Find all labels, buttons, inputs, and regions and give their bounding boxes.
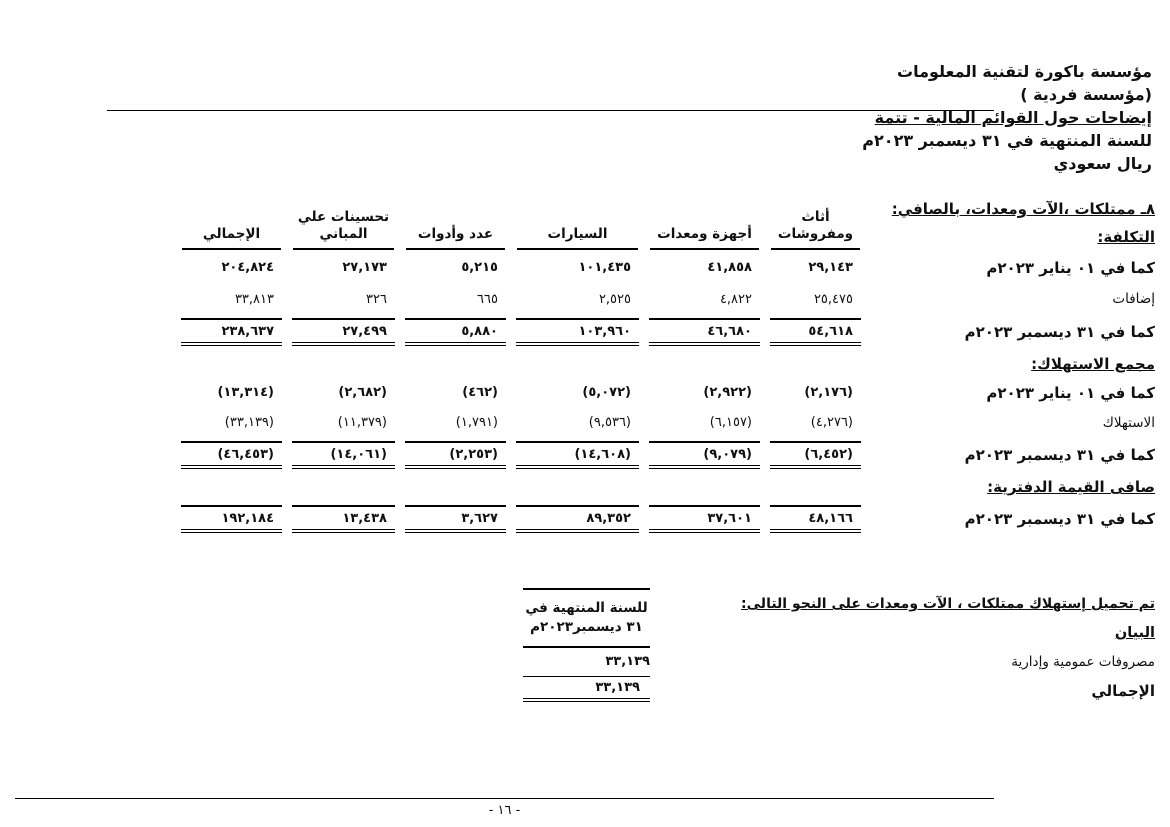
header-divider-rule	[107, 110, 994, 111]
cell-total-value: (٩,٠٧٩)	[703, 446, 752, 462]
double-rule	[292, 465, 395, 470]
section-title: ٨ـ ممتلكات ،الآت ومعدات، بالصافي:	[891, 200, 1155, 218]
entity-type: (مؤسسة فردية )	[1020, 85, 1152, 104]
double-rule	[516, 465, 639, 470]
row-cost-closing	[176, 314, 1155, 350]
column-header-furniture: أثاث ومفروشات	[771, 194, 860, 250]
double-rule	[292, 342, 395, 347]
cell-total-value: ٣,٦٢٧	[461, 510, 498, 526]
row-label: كما في ٠١ يناير ٢٠٢٣م	[986, 258, 1155, 277]
cell-total-value: (٤٦,٤٥٣)	[217, 446, 274, 462]
cell-value: (٣٣,١٣٩)	[224, 415, 274, 430]
cell-value: ٢٠٤,٨٢٤	[221, 260, 274, 275]
cost-group-label: التكلفة:	[1097, 228, 1155, 246]
row-dep-opening	[176, 377, 1155, 408]
document-header	[862, 60, 1152, 175]
cell-value: (٢,٦٨٢)	[338, 385, 387, 400]
column-header-tools: عدد وأدوات	[406, 194, 505, 250]
row-nbv-group	[176, 473, 1155, 501]
cell-total-value: ١٠٣,٩٦٠	[578, 323, 631, 339]
allocation-table	[176, 588, 1155, 706]
cell-value: ٢,٥٢٥	[598, 291, 631, 307]
cell-total-value: (١٤,٦٠٨)	[574, 446, 631, 462]
cell-value: (٤٦٢)	[462, 385, 498, 400]
cell-value: (٩,٥٣٦)	[588, 415, 631, 430]
cell-value: (١٣,٣١٤)	[217, 385, 274, 400]
double-rule	[770, 465, 861, 470]
row-nbv-closing	[176, 501, 1155, 537]
column-header-improvements: تحسينات علي المباني	[293, 194, 394, 250]
double-rule	[516, 342, 639, 347]
row-label: كما في ٠١ يناير ٢٠٢٣م	[986, 383, 1155, 402]
spacer-cell	[176, 589, 523, 706]
double-rule	[770, 342, 861, 347]
cell-total-value: (٢,٢٥٣)	[449, 446, 498, 462]
row-label: كما في ٣١ ديسمبر ٢٠٢٣م	[964, 446, 1155, 464]
ppe-table	[176, 193, 1155, 537]
column-header-total: الإجمالي	[182, 194, 281, 250]
double-rule	[405, 465, 506, 470]
nbv-group-label: صافى القيمة الدفترية:	[987, 478, 1155, 496]
column-header-equipment: أجهزة ومعدات	[650, 194, 759, 250]
cell-value: (٢,١٧٦)	[804, 385, 853, 400]
row-label: إضافات	[1112, 291, 1155, 307]
cell-value: (٦,١٥٧)	[709, 415, 752, 430]
depreciation-group-label: مجمع الاستهلاك:	[1031, 354, 1155, 373]
double-rule	[405, 342, 506, 347]
row-label: كما في ٣١ ديسمبر ٢٠٢٣م	[964, 323, 1155, 341]
currency-line: ريال سعودي	[1053, 154, 1152, 173]
cell-total-value: ٢٣٨,٦٣٧	[221, 323, 274, 339]
cell-total-value: ٤٦,٦٨٠	[707, 323, 752, 339]
row-cost-opening	[176, 251, 1155, 284]
cell-total-value: ١٣,٤٣٨	[342, 510, 387, 526]
cell-value: ٣٢٦	[366, 291, 387, 307]
company-name: مؤسسة باكورة لتقنية المعلومات	[897, 62, 1152, 81]
row-label: مصروفات عمومية وإدارية	[1011, 653, 1155, 670]
double-rule	[523, 698, 650, 703]
double-rule	[649, 465, 760, 470]
cell-value: ٢٥,٤٧٥	[813, 291, 853, 307]
row-dep-closing	[176, 437, 1155, 473]
row-depreciation-group	[176, 350, 1155, 377]
table-header-row	[176, 193, 1155, 251]
cell-total-value: ٣٣,١٣٩	[595, 679, 640, 695]
double-rule	[292, 529, 395, 534]
cell-value: ٥,٢١٥	[461, 260, 498, 275]
cell-total-value: ١٩٢,١٨٤	[221, 510, 274, 526]
notes-title: إيضاحات حول القوائم المالية - تتمة	[874, 108, 1152, 127]
double-rule	[181, 465, 282, 470]
allocation-title: تم تحميل إستهلاك ممتلكات ، الآت ومعدات على النحو التالى:	[741, 596, 1155, 612]
cell-value: ٣٣,٨١٣	[234, 291, 274, 307]
allocation-title-row	[176, 589, 1155, 619]
allocation-period-header-line1: للسنة المنتهية في	[525, 600, 648, 616]
cell-value: (١,٧٩١)	[455, 415, 498, 430]
row-label: كما في ٣١ ديسمبر ٢٠٢٣م	[964, 510, 1155, 528]
double-rule	[770, 529, 861, 534]
row-label: الاستهلاك	[1102, 414, 1155, 431]
cell-value: ٢٩,١٤٣	[808, 260, 853, 275]
cell-value: ٢٧,١٧٣	[342, 260, 387, 275]
cell-total-value: ٢٧,٤٩٩	[342, 323, 387, 339]
cell-value: (١١,٣٧٩)	[337, 415, 387, 430]
period-line: للسنة المنتهية في ٣١ ديسمبر ٢٠٢٣م	[862, 131, 1152, 150]
double-rule	[516, 529, 639, 534]
row-label: الإجمالي	[1091, 682, 1155, 700]
footer-rule	[15, 798, 994, 799]
double-rule	[649, 342, 760, 347]
cell-value: (٤,٢٧٦)	[810, 415, 853, 430]
double-rule	[181, 342, 282, 347]
cell-value: ٤١,٨٥٨	[707, 260, 752, 275]
cell-total-value: ٣٧,٦٠١	[707, 510, 752, 526]
column-header-cars: السيارات	[517, 194, 638, 250]
cell-value: ٤,٨٢٢	[719, 291, 752, 307]
double-rule	[181, 529, 282, 534]
cell-total-value: (١٤,٠٦١)	[330, 446, 387, 462]
cell-total-value: (٦,٤٥٢)	[804, 446, 853, 462]
cell-value: (٢,٩٢٢)	[703, 385, 752, 400]
cell-value: ٦٦٥	[477, 291, 498, 307]
cell-value: (٥,٠٧٢)	[582, 385, 631, 400]
cell-total-value: ٤٨,١٦٦	[808, 510, 853, 526]
cell-total-value: ٨٩,٣٥٢	[586, 510, 631, 526]
cell-total-value: ٥٤,٦١٨	[808, 323, 853, 339]
cell-value: ١٠١,٤٣٥	[578, 260, 631, 275]
allocation-period-header-line2: ٣١ ديسمبر٢٠٢٣م	[530, 619, 643, 635]
cell-value: ٣٣,١٣٩	[523, 647, 650, 676]
row-cost-additions	[176, 284, 1155, 314]
row-dep-charge	[176, 408, 1155, 437]
double-rule	[405, 529, 506, 534]
double-rule	[649, 529, 760, 534]
page-number: - ١٦ -	[488, 803, 521, 818]
statement-label: البيان	[1114, 625, 1155, 641]
cell-total-value: ٥,٨٨٠	[461, 323, 498, 339]
